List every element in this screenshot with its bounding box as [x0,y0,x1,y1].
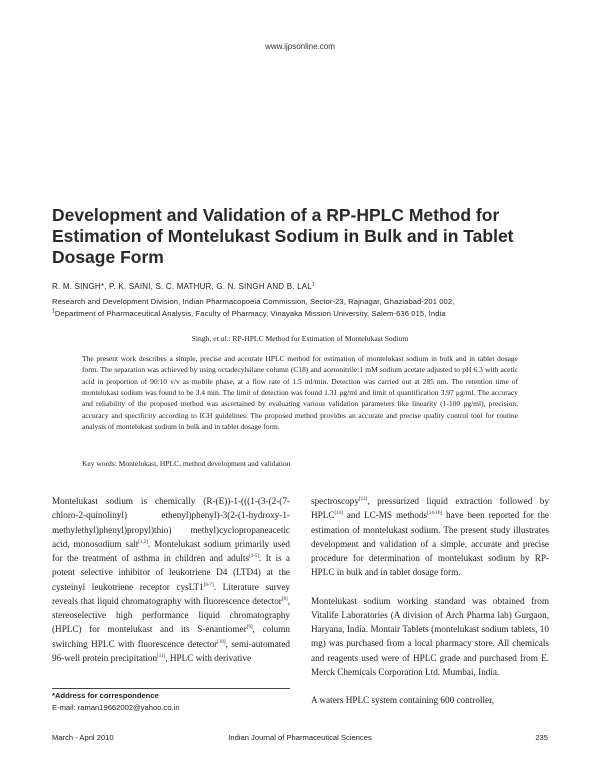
keywords-text: Montelukast, HPLC, method development and validation [118,459,291,468]
affiliation-secondary [52,309,572,318]
body-text: and LC-MS methods [342,510,428,521]
citation-ref[interactable]: [14-16] [427,511,443,517]
affiliation-primary: Research and Development Division, Indian Pharmacopoeia Commission, Sector-23, Rajnagar, Ghaziabad-201 002, [52,297,455,306]
body-text: . Literature survey reveals that liquid chromatography with fluorescence detector [52,581,290,606]
body-column-left [52,494,290,679]
running-head-etal: et al [213,334,227,343]
body-text: . Montelukast sodium primarily used for the treatment of asthma in children and adults [52,538,290,563]
body-text: Montelukast sodium is chemically (R-(E))-1-(((1-(3-(2-(7-chloro-2-quinolinyl) ethenyl)phenyl)-3(2-(1-hydroxy-1-methylethyl)phenyl)propyl)thio) methyl)cyclopropaneacetic acid, monosodium salt [52,496,290,549]
body-text: have been reported for the estimation of montelukast sodium. The present study illustrates development and validation of a simple, accurate and precise procedure for determination of montelukast sodium by RP-HPLC in bulk and in tablet dosage form. [311,510,550,578]
article-title: Development and Validation of a RP-HPLC Method for Estimation of Montelukast Sodium in Bulk and in Tablet Dosage Form [52,205,514,267]
footnote-divider [52,688,290,689]
body-text: spectroscopy [311,496,359,506]
author-affiliation-mark: 1 [311,281,315,288]
affiliation-secondary-text: Department of Pharmaceutical Analysis, Faculty of Pharmacy, Vinayaka Mission University, Salem-636 015, India [54,309,446,318]
body-column-right [311,494,549,721]
citation-ref[interactable]: [12] [358,496,368,502]
abstract: The present work describes a simple, precise and accurate HPLC method for estimation of montelukast sodium in bulk and in tablet dosage form. The separation was achieved by using octadecylsilane column (C18) and acetonitrile:1 mM sodium acetate adjusted to pH 6.3 with acetic acid in proportion of 90:10 v/v as mobile phase, at a flow rate of 1.5 ml/min. Detection was carried out at 285 nm. The retention time of montelukast sodium was found to be 3.4 min. The limit of detection was found 1.31 μg/ml and limit of quantification 3.97 μg/ml. The accuracy and reliability of the proposed method was ascertained by evaluating various validation parameters like linearity (1-100 μg/ml), precision, accuracy and specificity according to ICH guidelines. The proposed method provides an accurate and precise quality control tool for routine analysis of montelukast sodium in bulk and in tablet dosage form. [82,354,518,432]
intro-paragraph [52,494,290,665]
running-head-prefix: Singh, [191,334,214,343]
body-text: , HPLC with derivative [165,652,252,663]
citation-ref[interactable]: [8] [281,596,288,602]
body-text: , column switching HPLC with fluorescence detector [52,624,291,649]
citation-ref[interactable]: [11] [157,653,166,659]
footer-page-number: 235 [535,733,548,742]
affiliation-mark: 1 [52,308,55,315]
body-text: , stereoselective high performance liquid chromatography (HPLC) for montelukast and its S-enantiomer [52,595,290,635]
intro-paragraph-continued [311,494,549,580]
citation-ref[interactable]: [9] [246,625,253,631]
citation-ref[interactable]: [6-7] [203,582,214,588]
body-text: , pressurized liquid extraction followed by HPLC [311,496,549,521]
citation-ref[interactable]: [10] [217,639,226,645]
keywords-label: Key words: [82,459,119,468]
site-url[interactable]: www.ijpsonline.com [265,42,335,51]
citation-ref[interactable]: [1,2] [138,539,148,545]
citation-ref[interactable]: [3-5] [249,553,260,559]
running-head [0,334,600,343]
body-text: . It is a potent selective inhibitor of leukotriene D4 (LTD4) at the cysteinyl leukotriene receptor cysLT1 [52,553,290,592]
keywords [82,459,518,468]
running-head-suffix: .: RP-HPLC Method for Estimation of Montelukast Sodium [226,334,409,343]
correspondence-email[interactable]: E-mail: raman19662002@yahoo.co.in [52,703,180,712]
author-names: R. M. SINGH*, P. K. SAINI, S. C. MATHUR, G. N. SINGH AND B. LAL [52,282,312,291]
footer-journal: Indian Journal of Pharmaceutical Sciences [228,733,372,742]
correspondence-label: *Address for correspondence [52,691,159,700]
body-text: , semi-automated 96-well protein precipitation [52,638,290,663]
citation-ref[interactable]: [13] [334,511,343,517]
author-list [52,282,562,291]
materials-paragraph: Montelukast sodium working standard was obtained from Vitalife Laboratories (A division of Arch Pharma lab) Gurgaon, Haryana, India. Montair Tablets (montelukast sodium tablets, 10 mg) was purchased from a local pharmacy store. All chemicals and reagents used were of HPLC grade and purchased from E. Merck Chemicals Corporation Ltd. Mumbai, India. [311,595,549,677]
footer-date: March - April 2010 [52,733,114,742]
instrument-paragraph: A waters HPLC system containing 600 controller, [311,695,495,705]
